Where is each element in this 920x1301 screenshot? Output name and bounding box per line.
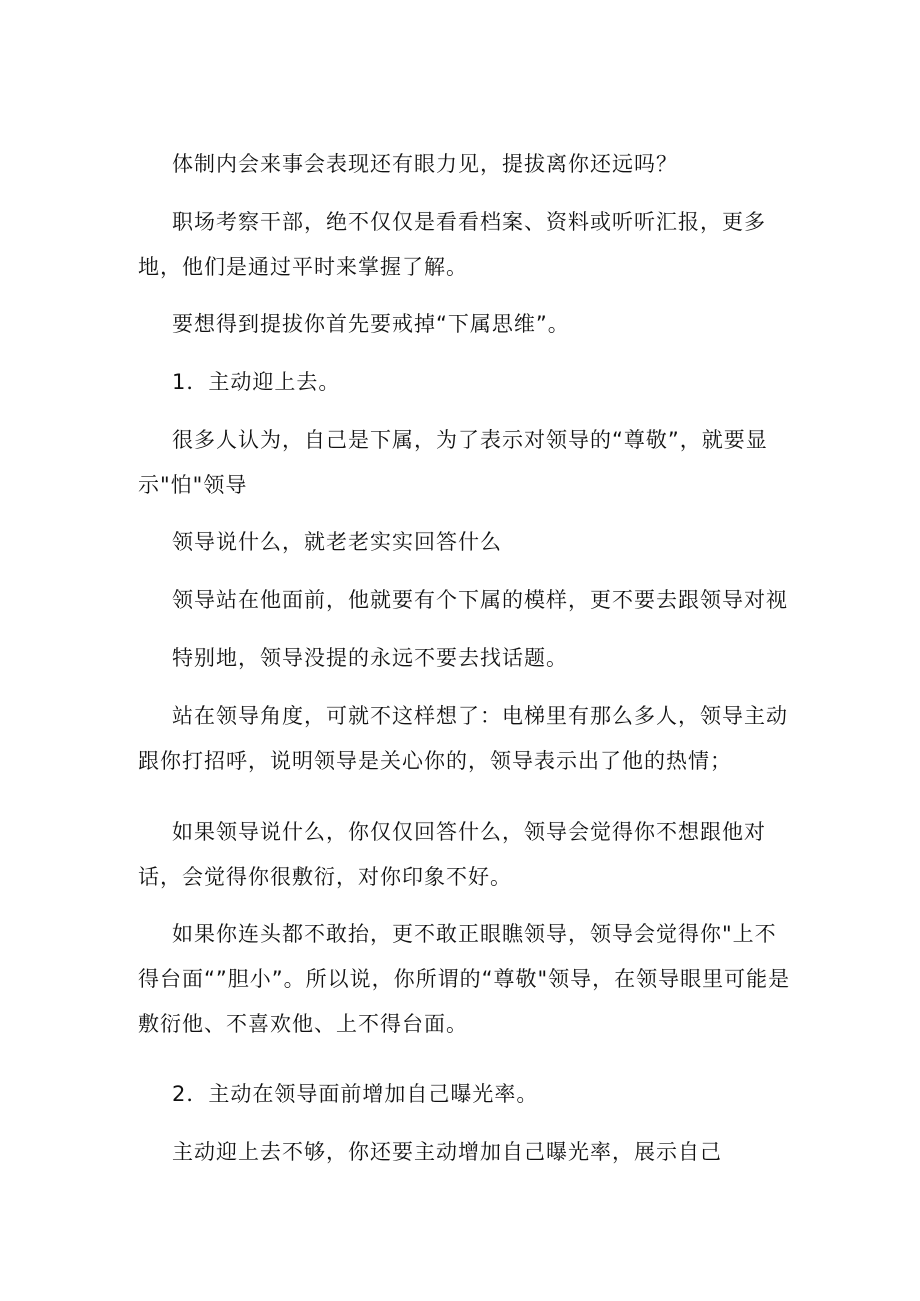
paragraph-7: 特别地，领导没提的永远不要去找话题。 <box>172 646 568 670</box>
paragraph-10: 如果你连头都不敢抬，更不敢正眼瞧领导，领导会觉得你"上不得台面“”胆小”。所以说，你所谓的“尊敬"领导，在领导眼里可能是敷衍他、不喜欢他、上不得台面。 <box>138 922 791 1036</box>
paragraph-5: 领导说什么，就老老实实回答什么 <box>172 530 502 554</box>
paragraph-1: 体制内会来事会表现还有眼力见，提拔离你还远吗？ <box>172 152 678 176</box>
paragraph-8: 站在领导角度，可就不这样想了：电梯里有那么多人，领导主动跟你打招呼，说明领导是关心你的，领导表示出了他的热情； <box>138 704 788 773</box>
paragraph-9: 如果领导说什么，你仅仅回答什么，领导会觉得你不想跟他对话，会觉得你很敷衍，对你印象不好。 <box>138 820 766 889</box>
paragraph-11: 主动迎上去不够，你还要主动增加自己曝光率，展示自己 <box>172 1140 722 1164</box>
paragraph-3: 要想得到提拔你首先要戒掉“下属思维”。 <box>172 312 570 336</box>
paragraph-2: 职场考察干部，绝不仅仅是看看档案、资料或听听汇报，更多地，他们是通过平时来掌握了解。 <box>138 210 766 279</box>
paragraph-4: 很多人认为，自己是下属，为了表示对领导的“尊敬”，就要显示"怕"领导 <box>138 428 768 497</box>
section-heading-1: 1．主动迎上去。 <box>172 370 341 394</box>
section-heading-2: 2．主动在领导面前增加自己曝光率。 <box>172 1082 539 1106</box>
paragraph-6: 领导站在他面前，他就要有个下属的模样，更不要去跟领导对视 <box>172 588 788 612</box>
